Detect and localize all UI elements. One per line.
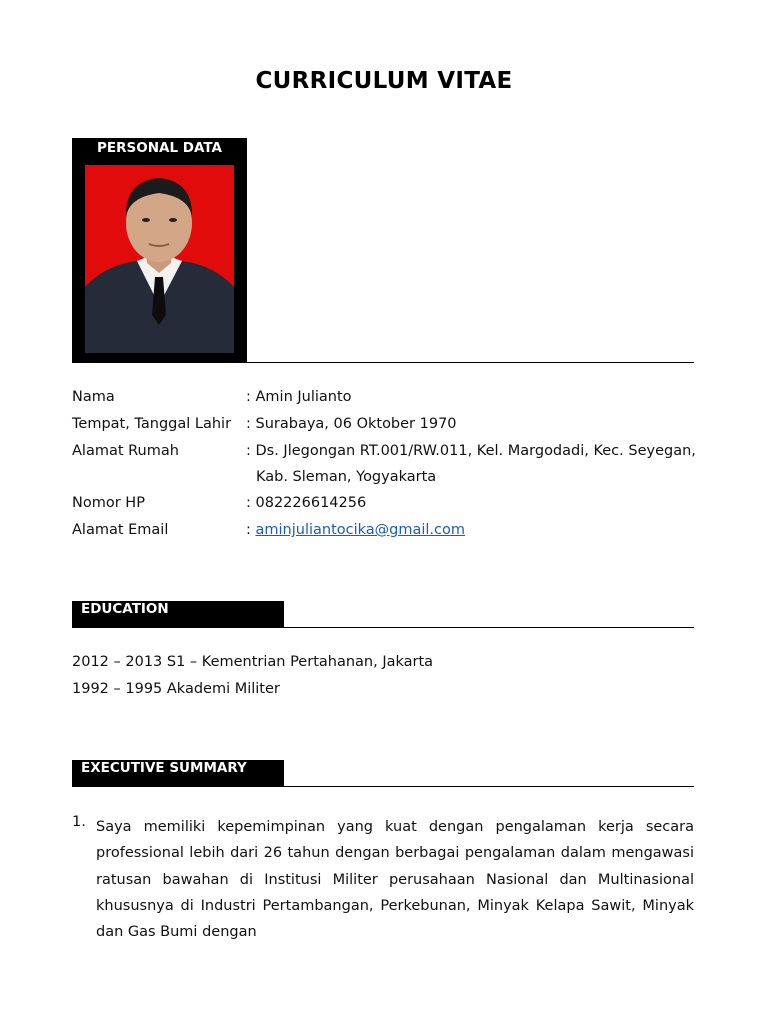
profile-photo [85,165,234,353]
right-eye [169,218,177,222]
education-item: 2012 – 2013 S1 – Kementrian Pertahanan, Jakarta [72,654,434,670]
field-label: Nama [72,389,115,405]
field-value: : Amin Julianto [246,389,352,405]
email-prefix: : [246,522,256,538]
education-item: 1992 – 1995 Akademi Militer [72,681,280,697]
field-label: Nomor HP [72,495,145,511]
email-link[interactable]: aminjuliantocika@gmail.com [255,522,466,538]
education-section-label: EDUCATION [81,601,169,617]
field-label: Tempat, Tanggal Lahir [72,416,232,432]
field-value [246,522,465,538]
summary-section-label: EXECUTIVE SUMMARY [81,760,247,776]
field-value-continuation: Kab. Sleman, Yogyakarta [256,469,437,485]
education-section-header [72,601,284,628]
summary-divider-line [72,786,694,787]
education-divider-line [72,627,694,628]
summary-item-text: Saya memiliki kepemimpinan yang kuat dengan pengalaman kerja secara professional lebih dari 26 tahun dengan berbagai pengalaman dalam mengawasi ratusan bawahan di Institusi Militer perusahaan Nasional dan Multinasional khususnya di Industri Pertambangan, Perkebunan, Minyak Kelapa Sawit, Minyak dan Gas Bumi dengan [96,819,694,941]
left-eye [142,218,150,222]
field-value: : Surabaya, 06 Oktober 1970 [246,416,457,432]
field-value: : Ds. Jlegongan RT.001/RW.011, Kel. Margodadi, Kec. Seyegan, [246,443,696,459]
personal-data-label: PERSONAL DATA [97,140,222,156]
personal-divider-line [247,362,694,363]
page-title: CURRICULUM VITAE [255,68,513,94]
field-label: Alamat Email [72,522,169,538]
field-value: : 082226614256 [246,495,367,511]
summary-item-number: 1. [72,814,86,830]
field-label: Alamat Rumah [72,443,179,459]
summary-section-header [72,760,284,787]
personal-data-photo-frame [72,138,247,363]
